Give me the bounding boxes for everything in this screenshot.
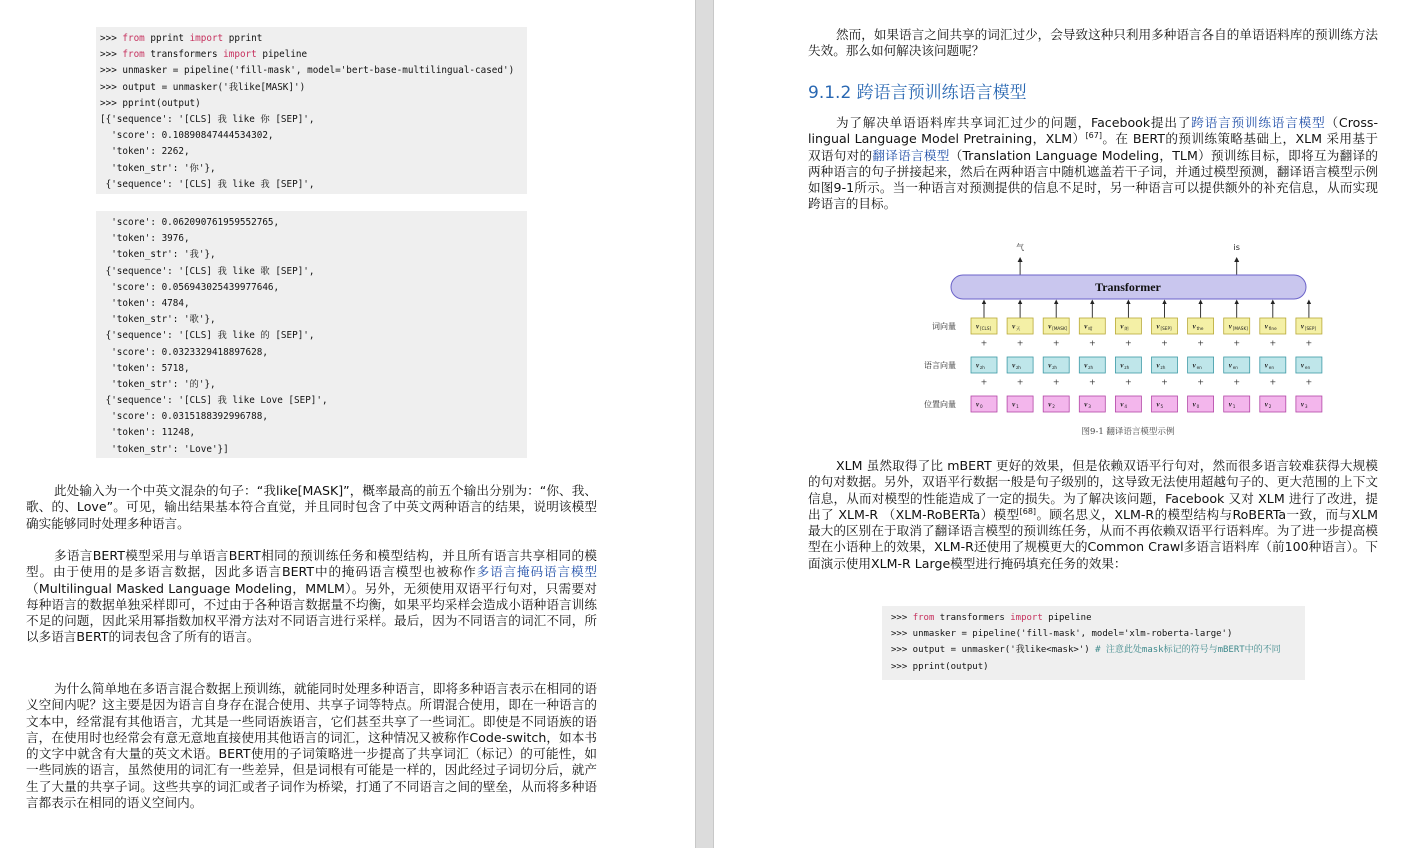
code-line [96,264,527,280]
embedding-token: 0 [1196,404,1200,409]
code-line [96,442,527,458]
code-line [96,312,527,328]
embedding-v: v [1120,322,1124,331]
text-run: >>> [100,49,123,61]
term-link[interactable]: 跨语言预训练语言模型 [1191,115,1326,130]
code-line [96,296,527,312]
code-line [96,128,527,144]
embedding-v: v [976,400,980,409]
text-run: >>> output = unmasker('我like[MASK]') [100,81,306,93]
embedding-token: 3 [1304,404,1308,409]
arrow-head [1307,300,1311,305]
code-line [882,659,1305,675]
embedding-v: v [1012,322,1016,331]
embedding-box [1260,396,1286,412]
arrow-head [1018,300,1022,305]
text-run: transformers [144,49,224,61]
plus-sign: + [1016,338,1024,348]
left-page [0,0,695,848]
embedding-v: v [1300,400,1305,409]
code-block [96,211,527,458]
paragraph [808,115,1378,213]
embedding-token: fine [1268,326,1277,331]
text-run: （Translation Language Modeling，TLM）预训练目标，即将互为翻译的两种语言的句子拼接起来，然后在两种语言中随机遮盖若干子词，并通过模型预测，翻译语言模型示例如图9-1所示。当一种语言对预测提供的信息不足时，另一种语言可以提供额外的补充信息，从而实现跨语言的目标。 [808,147,1379,212]
embedding-token: zh [1016,365,1021,370]
code-line [96,47,527,63]
embedding-token: en [1196,365,1202,370]
code-block [96,27,527,194]
embedding-box [1007,396,1033,412]
embedding-token: [SEP] [1160,326,1172,331]
embedding-v: v [1192,322,1196,331]
embedding-box [1188,396,1214,412]
embedding-token: 天 [1016,326,1021,331]
plus-sign: + [1305,338,1313,348]
text-run: pprint [223,33,263,44]
text-run: 然而，如果语言之间共享的词汇过少，会导致这种只利用多种语言各自的单语语料库的预训练方法失效。那么如何解决该问题呢？ [808,27,1378,59]
text-run: {'sequence': '[CLS] 我 like 歌 [SEP]', [100,265,315,277]
arrow-head [1235,300,1239,305]
plus-sign: + [980,377,988,387]
text-run: >>> pprint(output) [891,661,989,672]
embedding-box [1152,396,1178,412]
arrow-head [1054,300,1058,305]
embedding-token: [MASK] [1232,326,1248,331]
arrow-head [1090,300,1094,305]
embedding-token: 晴 [1088,326,1093,331]
code-keyword: from [912,613,935,623]
arrow-head [1126,300,1130,305]
transformer-label: Transformer [1095,280,1161,294]
arrow-head [1234,257,1239,262]
embedding-token: 2 [1268,404,1272,409]
plus-sign: + [1197,338,1204,348]
tlm-figure [896,238,1317,438]
text-run: >>> [891,613,913,623]
text-run: >>> pprint(output) [100,97,201,109]
text-run: >>> unmasker = pipeline('fill-mask', model='xlm-roberta-large') [891,629,1233,640]
term-link[interactable]: 多语言掩码语言模型 [476,564,598,580]
row-label: 词向量 [932,322,956,331]
plus-sign: + [980,338,988,348]
code-keyword: from [122,33,145,44]
text-run: 'token_str': '歌'}, [100,314,216,326]
text-run: 多语言BERT模型采用与单语言BERT相同的预训练任务和模型结构，并且所有语言共享相同的模型。由于使用的是多语言数据，因此多语言BERT中的掩码语言模型也被称作 [26,548,597,580]
code-keyword: import [223,49,257,61]
citation[interactable]: [67] [1085,131,1102,141]
text-run: transformers [934,613,1011,623]
embedding-token: 1 [1232,404,1236,409]
embedding-box [1224,396,1250,412]
arrow-head [1271,300,1275,305]
embedding-v: v [1084,322,1088,331]
embedding-token: the [1196,326,1204,331]
text-run: 'token_str': '我'}, [100,249,216,261]
text-run: pipeline [1042,613,1092,623]
row-label: 位置向量 [924,400,956,409]
text-run: 'token': 3976, [100,233,190,245]
text-run: 'score': 0.056943025439977646, [100,281,280,293]
embedding-v: v [1048,322,1052,331]
embedding-v: v [1228,322,1232,331]
text-run: 为什么简单地在多语言混合数据上预训练，就能同时处理多种语言，即将多种语言表示在相同的语义空间内呢？这主要是因为语言自身存在混合使用、共享子词等特点。所谓混合使用，即在一种语言的文本中，经常混有其他语言，尤其是一些同语族语言，它们甚至共享了一些词汇。即使是不同语族的语言，在使用时也经常会有意无意地直接使用其他语言的词汇，这种情况又被称作Code-switch，如本书的文字中就含有大量的英文术语。BERT使用的子词策略进一步提高了共享词汇（标记）的可能性，如一些同族的语言，虽然使用的词汇有一些差异，但是词根有可能是一样的，因此经过子词切分后，就产生了大量的共享子词。这些共享的词汇或者子词作为桥梁，打通了不同语言之间的壁垒，从而将多种语言都表示在相同的语义空间内。 [26,681,597,811]
text-run: 'score': 0.0323329418897628, [100,346,268,358]
code-keyword: import [189,33,224,44]
plus-sign: + [1016,377,1024,387]
paragraph [26,548,597,646]
text-run: 'token_str': '的'}, [100,378,216,390]
text-run: 'token': 5718, [100,362,190,374]
code-line [96,231,527,247]
text-run: 'score': 0.10890847444534302, [100,130,274,142]
code-comment: # 注意此处mask标记的符号与mBERT中的不同 [1095,645,1281,656]
code-line [96,393,527,409]
code-block [882,606,1305,680]
embedding-v: v [1228,361,1232,370]
page-gutter [695,0,714,848]
embedding-v: v [1300,322,1305,331]
paragraph [808,27,1378,60]
embedding-token: zh [1124,365,1130,370]
output-token: is [1233,243,1240,252]
plus-sign: + [1197,377,1204,387]
arrow-head [1198,300,1202,305]
code-line [882,610,1305,626]
embedding-token: 0 [980,404,983,409]
code-line [96,247,527,263]
text-run: >>> output = unmasker('我like<mask>') [891,645,1096,656]
embedding-v: v [976,322,980,331]
code-keyword: import [1010,613,1043,623]
embedding-token: zh [1160,365,1166,370]
plus-sign: + [1269,338,1277,348]
embedding-v: v [1084,361,1088,370]
code-line [96,215,527,231]
embedding-token: 1 [1016,404,1019,409]
embedding-token: [MASK] [1052,326,1068,331]
plus-sign: + [1161,377,1168,387]
embedding-v: v [1228,400,1232,409]
code-line [96,328,527,344]
section-heading: 9.1.2 跨语言预训练语言模型 [808,83,1027,103]
embedding-token: en [1232,365,1238,370]
embedding-box [1043,396,1069,412]
embedding-token: 3 [1088,404,1091,409]
text-run: {'sequence': '[CLS] 我 like 的 [SEP]', [100,330,315,342]
paragraph [26,681,597,811]
plus-sign: + [1088,377,1096,387]
text-run: 'score': 0.062090761959552765, [100,217,280,228]
plus-sign: + [1052,338,1060,348]
code-line [96,144,527,160]
embedding-box [1115,396,1141,412]
embedding-token: [SEP] [1304,326,1317,331]
arrow-head [1162,300,1166,305]
embedding-token: en [1304,365,1311,370]
text-run: 'score': 0.0315188392996788, [100,411,268,423]
embedding-rows [924,300,1322,413]
arrow-head [1018,257,1023,262]
embedding-v: v [1012,400,1016,409]
text-run: {'sequence': '[CLS] 我 like Love [SEP]', [100,395,328,407]
citation[interactable]: [68] [1019,506,1037,516]
embedding-token: zh [1088,365,1094,370]
text-run: 。顾名思义，XLM-R的模型结构与RoBERTa一致，而与XLM最大的区别在于取消了翻译语言模型的预训练任务，从而不再依赖双语平行语料库。为了进一步提高模型在小语种上的效果，XLM-R还使用了规模更大的Common Crawl多语言语料库（前100种语言）。下面演示使用XLM-R Large模型进行掩码填充任务的效果： [808,506,1378,571]
code-line [96,361,527,377]
embedding-box [1296,396,1322,412]
embedding-v: v [1156,361,1160,370]
embedding-box [971,396,997,412]
embedding-v: v [1264,400,1268,409]
code-line [96,112,527,128]
plus-sign: + [1125,338,1132,348]
code-line [96,161,527,177]
code-line [96,345,527,361]
term-link[interactable]: 翻译语言模型 [872,147,950,163]
embedding-v: v [1084,400,1088,409]
code-line [96,280,527,296]
plus-sign: + [1233,338,1241,348]
embedding-box [1079,396,1105,412]
embedding-token: 5 [1160,404,1164,409]
code-line [96,80,527,96]
embedding-v: v [1264,361,1268,370]
code-line [882,626,1305,642]
code-line [96,96,527,112]
figure-caption: 图9-1 翻译语言模型示例 [1081,427,1175,437]
arrow-head [982,300,986,305]
embedding-v: v [1300,361,1305,370]
row-label: 语言向量 [924,361,956,370]
code-line [96,31,527,47]
code-line [96,177,527,193]
embedding-v: v [1048,361,1052,370]
embedding-token: 朗 [1124,326,1129,331]
text-run: 'token': 11248, [100,427,196,439]
text-run: （Cross-lingual Language Model Pretraining，XLM） [808,115,1378,147]
text-run: 为了解决单语语料库共享词汇过少的问题，Facebook提出了 [836,115,1192,130]
embedding-v: v [1012,361,1016,370]
plus-sign: + [1161,338,1168,348]
embedding-token: 4 [1124,404,1128,409]
text-run: {'sequence': '[CLS] 我 like 我 [SEP]', [100,178,315,190]
plus-sign: + [1233,377,1241,387]
plus-sign: + [1088,338,1096,348]
embedding-v: v [1048,400,1052,409]
text-run: >>> [100,33,123,44]
text-run: 'token_str': 'Love'}] [100,443,229,455]
code-line [96,377,527,393]
paragraph [26,483,597,532]
text-run: 'token': 2262, [100,146,190,158]
embedding-v: v [1120,361,1124,370]
embedding-token: zh [980,365,985,370]
text-run: >>> unmasker = pipeline('fill-mask', model='bert-base-multilingual-cased') [100,65,515,77]
paragraph [808,458,1378,572]
text-run: [{'sequence': '[CLS] 我 like 你 [SEP]', [100,113,315,125]
code-line [96,425,527,441]
text-run: pprint [144,33,190,44]
text-run: 此处输入为一个中英文混杂的句子：“我like[MASK]”，概率最高的前五个输出分别为：“你、我、歌、的、Love”。可见，输出结果基本符合直觉，并且同时包含了中英文两种语言的结果，说明该模型确实能够同时处理多种语言。 [26,483,597,531]
embedding-token: [CLS] [980,326,992,331]
embedding-v: v [1264,322,1268,331]
text-run: 'token_str': '你'}, [100,162,216,174]
text-run: 。在 BERT的预训练策略基础上，XLM 采用基于双语句对的 [808,131,1379,163]
plus-sign: + [1269,377,1277,387]
output-token: 气 [1016,243,1025,252]
embedding-token: 2 [1052,404,1055,409]
right-page [714,0,1420,848]
code-line [96,63,527,79]
text-run: 'token': 4784, [100,297,190,309]
embedding-v: v [1192,400,1196,409]
embedding-v: v [1192,361,1196,370]
embedding-token: en [1268,365,1275,370]
text-run: （Multilingual Masked Language Modeling，MMLM）。另外，无须使用双语平行句对，只需要对每种语言的数据单独采样即可，不过由于各种语言数据量不均衡，如果平均采样会造成小语种语言训练不足的问题，因此采用幂指数加权平滑方法对不同语言进行采样。最后，因为不同语言的词汇不同，所以多语言BERT的词表包含了所有的语言。 [26,580,597,645]
embedding-v: v [1156,322,1160,331]
embedding-v: v [1156,400,1160,409]
text-run: XLM 虽然取得了比 mBERT 更好的效果，但是依赖双语平行句对，然而很多语言较难获得大规模的句对数据。另外，双语平行数据一般是句子级别的，这导致无法使用超越句子的、更大范围的上下文信息，从而对模型的性能造成了一定的损失。为了解决该问题，Facebook 又对 XLM 进行了改进，提出了 XLM-R （XLM-RoBERTa）模型 [808,458,1378,522]
code-keyword: from [122,49,145,61]
output-arrows [1016,242,1240,275]
text-run: pipeline [256,49,308,61]
plus-sign: + [1125,377,1132,387]
embedding-v: v [1120,400,1124,409]
code-line [882,642,1305,658]
plus-sign: + [1052,377,1060,387]
plus-sign: + [1305,377,1313,387]
embedding-v: v [976,361,980,370]
code-line [96,409,527,425]
embedding-token: zh [1052,365,1058,370]
